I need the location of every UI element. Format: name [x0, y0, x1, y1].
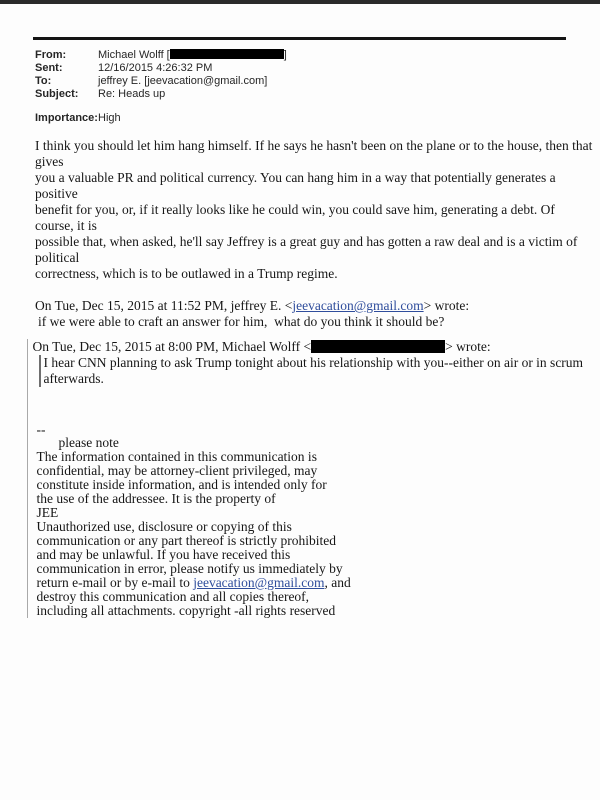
from-value-prefix: Michael Wolff [	[98, 49, 170, 61]
paragraph-line: you a valuable PR and political currency. You can hang him in a way that potentially generates a positive	[35, 170, 559, 201]
redaction-bar	[311, 340, 445, 353]
jeevacation-email-link[interactable]: jeevacation@gmail.com	[292, 298, 424, 313]
signature-link-line-suffix: , and	[324, 575, 351, 590]
signature-line: JEE	[36, 505, 59, 520]
body-paragraph	[35, 138, 596, 282]
header-row-from	[35, 49, 593, 62]
signature-separator: --	[36, 422, 46, 437]
signature-link-line	[37, 576, 594, 590]
paragraph-line: possible that, when asked, he'll say Jeffrey is a great guy and has gotten a raw deal and is a victim of political	[35, 234, 581, 265]
signature-line: including all attachments. copyright -all rights reserved	[36, 603, 336, 618]
email-body	[32, 138, 596, 618]
quote2-attribution	[33, 339, 594, 355]
signature-line: constitute inside information, and is intended only for	[36, 477, 327, 492]
redaction-bar	[170, 49, 284, 59]
to-value: jeffrey E. [jeevacation@gmail.com]	[98, 75, 268, 87]
quote1-attribution-prefix: On Tue, Dec 15, 2015 at 11:52 PM, jeffrey E. <	[35, 298, 293, 313]
paragraph-line: I think you should let him hang himself. If he says he hasn't been on the plane or to the house, then that gives	[35, 138, 596, 169]
signature-line: the use of the addressee. It is the property of	[36, 491, 276, 506]
quote2-message-line: afterwards.	[43, 371, 104, 386]
signature-line: and may be unlawful. If you have received this	[36, 547, 291, 562]
signature-note-label: please note	[58, 435, 119, 450]
signature-link-line-prefix: return e-mail or by e-mail to	[36, 575, 194, 590]
header-row-sent	[35, 62, 593, 75]
signature-line: destroy this communication and all copies thereof,	[36, 589, 310, 604]
from-value-suffix: ]	[283, 49, 287, 61]
quote1-attribution	[35, 298, 593, 314]
signature-line: confidential, may be attorney-client privileged, may	[36, 463, 318, 478]
header-row-to	[35, 75, 593, 88]
quote1-attribution-suffix: > wrote:	[423, 298, 470, 313]
header-row-subject	[35, 88, 593, 101]
importance-label: Importance:	[35, 112, 98, 124]
quote2-attribution-suffix: > wrote:	[445, 339, 491, 354]
signature-line: The information contained in this communication is	[36, 449, 317, 464]
from-value	[98, 49, 287, 62]
subject-value: Re: Heads up	[98, 88, 166, 100]
jeevacation-email-link[interactable]: jeevacation@gmail.com	[193, 575, 325, 590]
to-label: To:	[35, 75, 52, 87]
importance-value: High	[98, 112, 121, 124]
email-header	[35, 49, 593, 125]
paragraph-line: benefit for you, or, if it really looks like he could win, you could save him, generating a debt. Of course, it is	[35, 202, 559, 233]
email-content	[32, 49, 596, 618]
signature-block	[37, 423, 594, 618]
spacer	[35, 282, 593, 298]
header-row-importance	[35, 112, 593, 125]
quote2-attribution-prefix: On Tue, Dec 15, 2015 at 8:00 PM, Michael Wolff <	[32, 339, 312, 354]
sent-label: Sent:	[35, 62, 63, 74]
sent-value: 12/16/2015 4:26:32 PM	[98, 62, 213, 74]
nested-quote-block	[39, 355, 594, 387]
signature-line: communication in error, please notify us immediately by	[36, 561, 343, 576]
from-label: From:	[35, 49, 67, 61]
signature-line: communication or any part thereof is strictly prohibited	[36, 533, 337, 548]
quote2-message-line: I hear CNN planning to ask Trump tonight about his relationship with you--either on air or in scrum	[43, 355, 584, 370]
header-spacer	[35, 101, 593, 112]
quote1-message: if we were able to craft an answer for him, what do you think it should be?	[38, 314, 445, 329]
signature-line: Unauthorized use, disclosure or copying of this	[36, 519, 292, 534]
quote1-block	[35, 298, 593, 330]
paragraph-line: correctness, which is to be outlawed in a Trump regime.	[35, 266, 338, 281]
scan-artifact-top-bar	[0, 0, 600, 4]
quoted-email-block	[27, 339, 593, 618]
subject-label: Subject:	[35, 88, 79, 100]
header-divider-line	[33, 37, 566, 40]
